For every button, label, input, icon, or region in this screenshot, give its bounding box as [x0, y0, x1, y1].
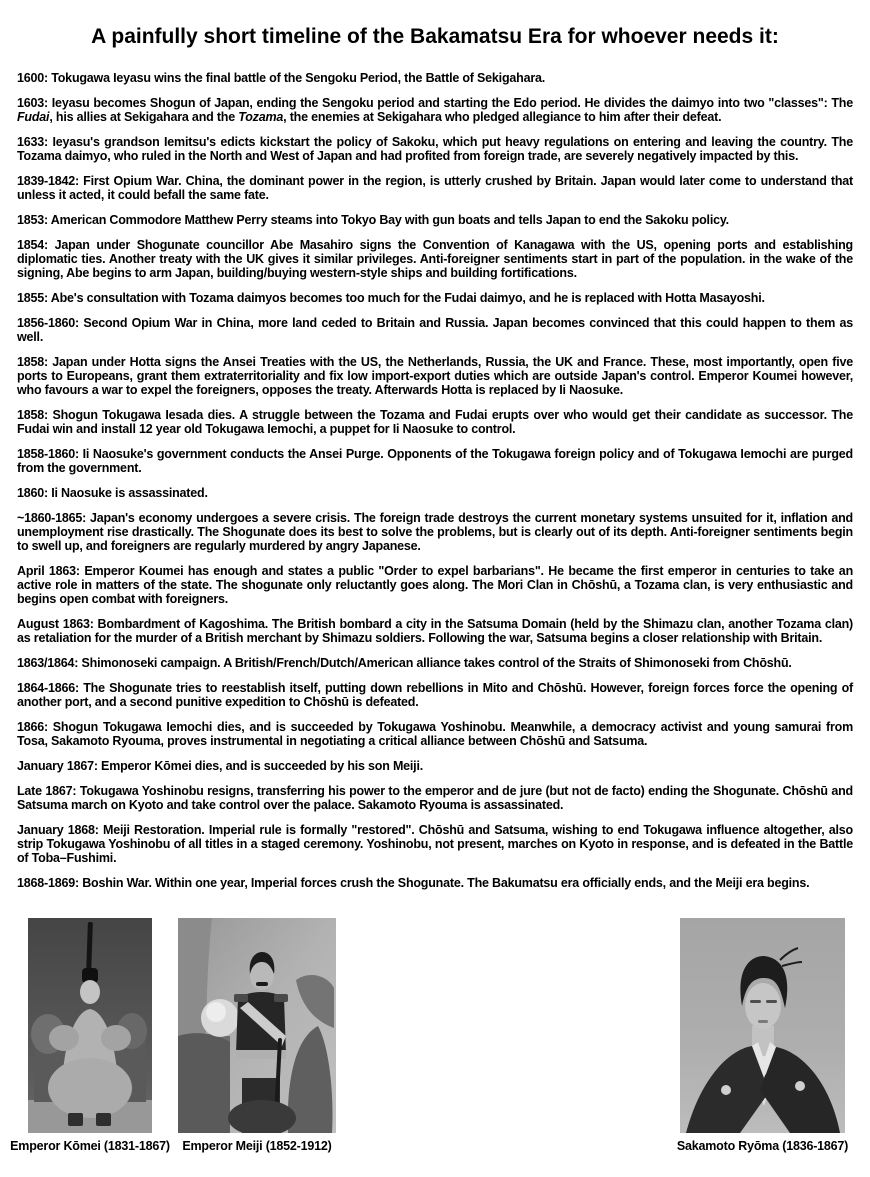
- page-title: A painfully short timeline of the Bakamatsu Era for whoever needs it:: [91, 25, 779, 48]
- timeline-entry: 1858: Shogun Tokugawa Iesada dies. A struggle between the Tozama and Fudai erupts over who would get their candidate as successor. The Fudai win and install 12 year old Tokugawa Iemochi, a puppet for Ii Naosuke to control.: [17, 408, 853, 436]
- timeline-entry: 1603: Ieyasu becomes Shogun of Japan, ending the Sengoku period and starting the Edo period. He divides the daimyo into two "classes": The Fudai, his allies at Sekigahara and the Tozama, the enemies at Sekigahara who pledged allegiance to him after their defeat.: [17, 96, 853, 124]
- timeline: [17, 71, 853, 890]
- emperor-komei-caption: Emperor Kōmei (1831-1867): [10, 1139, 170, 1153]
- figure-emperor-meiji: [178, 918, 336, 1154]
- timeline-entry: Late 1867: Tokugawa Yoshinobu resigns, transferring his power to the emperor and de jure (but not de facto) ending the Shogunate. Chōshū and Satsuma march on Kyoto and take control over the palace. Sakamoto Ryouma is assassinated.: [17, 784, 853, 812]
- timeline-entry: January 1868: Meiji Restoration. Imperial rule is formally "restored". Chōshū and Satsuma, wishing to end Tokugawa influence altogether, also strip Tokugawa Yoshinobu of all titles in a staged ceremony. Yoshinobu, not present, marches on Kyoto in response, and is defeated in the Battle of Toba–Fushimi.: [17, 823, 853, 865]
- timeline-entry: 1860: Ii Naosuke is assassinated.: [17, 486, 208, 500]
- figures-row: [0, 918, 870, 1168]
- emperor-meiji-caption: Emperor Meiji (1852-1912): [182, 1139, 332, 1153]
- timeline-entry: 1600: Tokugawa Ieyasu wins the final battle of the Sengoku Period, the Battle of Sekigahara.: [17, 71, 546, 85]
- timeline-entry: 1856-1860: Second Opium War in China, more land ceded to Britain and Russia. Japan becomes convinced that this could happen to them as well.: [17, 316, 853, 344]
- timeline-entry: 1853: American Commodore Matthew Perry steams into Tokyo Bay with gun boats and tells Japan to end the Sakoku policy.: [17, 213, 729, 227]
- timeline-entry: 1858-1860: Ii Naosuke's government conducts the Ansei Purge. Opponents of the Tokugawa foreign policy and of Tokugawa Iemochi are purged from the government.: [17, 447, 853, 475]
- emperor-meiji-photo: [178, 918, 336, 1133]
- sakamoto-ryoma-photo: [680, 918, 845, 1133]
- timeline-entry: 1866: Shogun Tokugawa Iemochi dies, and is succeeded by Tokugawa Yoshinobu. Meanwhile, a democracy activist and young samurai from Tosa, Sakamoto Ryouma, proves instrumental in negotiating a critical alliance between Chōshū and Satsuma.: [17, 720, 853, 748]
- timeline-entry: 1868-1869: Boshin War. Within one year, Imperial forces crush the Shogunate. The Bakumatsu era officially ends, and the Meiji era begins.: [17, 876, 810, 890]
- timeline-entry: 1855: Abe's consultation with Tozama daimyos becomes too much for the Fudai daimyo, and he is replaced with Hotta Masayoshi.: [17, 291, 765, 305]
- timeline-entry: 1839-1842: First Opium War. China, the dominant power in the region, is utterly crushed by Britain. Japan would later come to understand that unless it acted, it could befall the same fate.: [17, 174, 853, 202]
- figure-emperor-komei: [10, 918, 170, 1154]
- timeline-entry: 1633: Ieyasu's grandson Iemitsu's edicts kickstart the policy of Sakoku, which put heavy regulations on entering and leaving the country. The Tozama daimyo, who ruled in the North and West of Japan and had profited from foreign trade, are severely negatively impacted by this.: [17, 135, 853, 163]
- timeline-entry: August 1863: Bombardment of Kagoshima. The British bombard a city in the Satsuma Domain (held by the Shimazu clan, another Tozama clan) as retaliation for the murder of a British merchant by Shimazu soldiers. Following the war, Satsuma begins a closer relationship with Britain.: [17, 617, 853, 645]
- figure-sakamoto-ryoma: [676, 918, 849, 1154]
- timeline-entry: January 1867: Emperor Kōmei dies, and is succeeded by his son Meiji.: [17, 759, 423, 773]
- timeline-entry: 1858: Japan under Hotta signs the Ansei Treaties with the US, the Netherlands, Russia, the UK and France. These, most importantly, open five ports to Europeans, grant them extraterritoriality and fix low import-export duties which are outside Japan's control. Emperor Koumei however, who favours a war to expel the foreigners, opposes the treaty. Afterwards Hotta is replaced by Ii Naosuke.: [17, 355, 853, 397]
- timeline-entry: 1863/1864: Shimonoseki campaign. A British/French/Dutch/American alliance takes control of the Straits of Shimonoseki from Chōshū.: [17, 656, 792, 670]
- emperor-komei-photo: [28, 918, 152, 1133]
- timeline-entry: ~1860-1865: Japan's economy undergoes a severe crisis. The foreign trade destroys the current monetary systems unsuited for it, inflation and unemployment rise drastically. The Shogunate does its best to solve the problems, but is clearly out of its depth. Anti-foreigner sentiments begin to swell up, and foreigners are regularly murdered by angry Japanese.: [17, 511, 853, 553]
- timeline-entry: 1864-1866: The Shogunate tries to reestablish itself, putting down rebellions in Mito and Chōshū. However, foreign forces force the opening of another port, and a second punitive expedition to Chōshū is defeated.: [17, 681, 853, 709]
- sakamoto-ryoma-caption: Sakamoto Ryōma (1836-1867): [676, 1139, 849, 1153]
- timeline-entry: April 1863: Emperor Koumei has enough and states a public "Order to expel barbarians". He became the first emperor in centuries to take an active role in matters of the state. The shogunate only reluctantly goes along. The Mori Clan in Chōshū, a Tozama clan, is very enthusiastic and begins open combat with foreigners.: [17, 564, 853, 606]
- timeline-entry: 1854: Japan under Shogunate councillor Abe Masahiro signs the Convention of Kanagawa with the US, opening ports and establishing diplomatic ties. Another treaty with the UK gives it similar privileges. Anti-foreigner sentiments start in part of the population. in the wake of the signing, Abe begins to arm Japan, building/buying western-style ships and building fortifications.: [17, 238, 853, 280]
